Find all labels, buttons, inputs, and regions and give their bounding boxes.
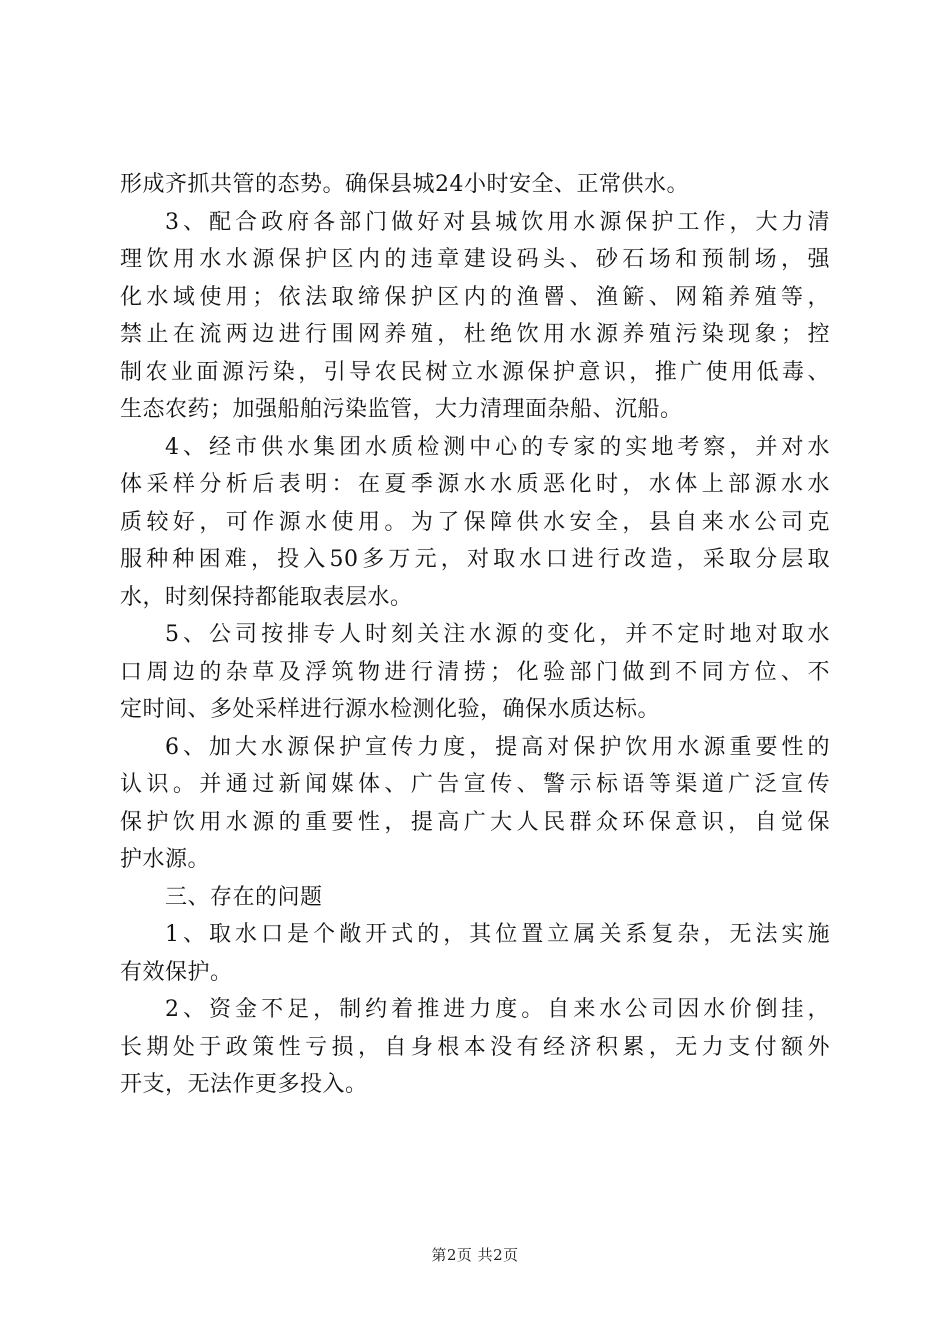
- text-line: 禁止在流两边进行围网养殖，杜绝饮用水源养殖污染现象；控: [120, 322, 830, 347]
- text-line: 1、取水口是个敞开式的，其位置立属关系复杂，无法实施: [165, 922, 830, 947]
- document-body: [120, 166, 830, 1104]
- text-line: 化水域使用；依法取缔保护区内的渔罾、渔簖、网箱养殖等，: [120, 284, 830, 310]
- text-line: 6、加大水源保护宣传力度，提高对保护饮用水源重要性的: [165, 734, 830, 760]
- text-line: 理饮用水水源保护区内的违章建设码头、砂石场和预制场，强: [120, 247, 830, 272]
- text-line: 体采样分析后表明：在夏季源水水质恶化时，水体上部源水水: [120, 472, 830, 497]
- text-line: 5、公司按排专人时刻关注水源的变化，并不定时地对取水: [165, 622, 830, 647]
- text-line: 有效保护。: [120, 959, 233, 985]
- text-line: 三、存在的问题: [165, 884, 323, 910]
- text-line: 定时间、多处采样进行源水检测化验，确保水质达标。: [120, 697, 661, 722]
- text-line: 长期处于政策性亏损，自身根本没有经济积累，无力支付额外: [120, 1034, 830, 1060]
- text-line: 形成齐抓共管的态势。确保县城24小时安全、正常供水。: [120, 172, 689, 197]
- text-line: 2、资金不足，制约着推进力度。自来水公司因水价倒挂，: [165, 997, 830, 1022]
- text-line: 开支，无法作更多投入。: [120, 1072, 368, 1097]
- text-line: 口周边的杂草及浮筑物进行清捞；化验部门做到不同方位、不: [120, 659, 830, 685]
- text-line: 水，时刻保持都能取表层水。: [120, 584, 413, 610]
- page-footer: 第2页 共2页: [431, 1246, 519, 1264]
- text-line: 服种种困难，投入50多万元，对取水口进行改造，采取分层取: [120, 547, 830, 572]
- text-line: 生态农药；加强船舶污染监管，大力清理面杂船、沉船。: [120, 397, 683, 422]
- text-line: 制农业面源污染，引导农民树立水源保护意识，推广使用低毒、: [120, 359, 830, 385]
- text-line: 护水源。: [120, 847, 211, 872]
- text-line: 3、配合政府各部门做好对县城饮用水源保护工作，大力清: [165, 209, 830, 235]
- text-line: 质较好，可作源水使用。为了保障供水安全，县自来水公司克: [120, 509, 830, 535]
- text-line: 认识。并通过新闻媒体、广告宣传、警示标语等渠道广泛宣传: [120, 772, 830, 797]
- text-line: 4、经市供水集团水质检测中心的专家的实地考察，并对水: [165, 434, 830, 460]
- text-line: 保护饮用水源的重要性，提高广大人民群众环保意识，自觉保: [120, 809, 830, 835]
